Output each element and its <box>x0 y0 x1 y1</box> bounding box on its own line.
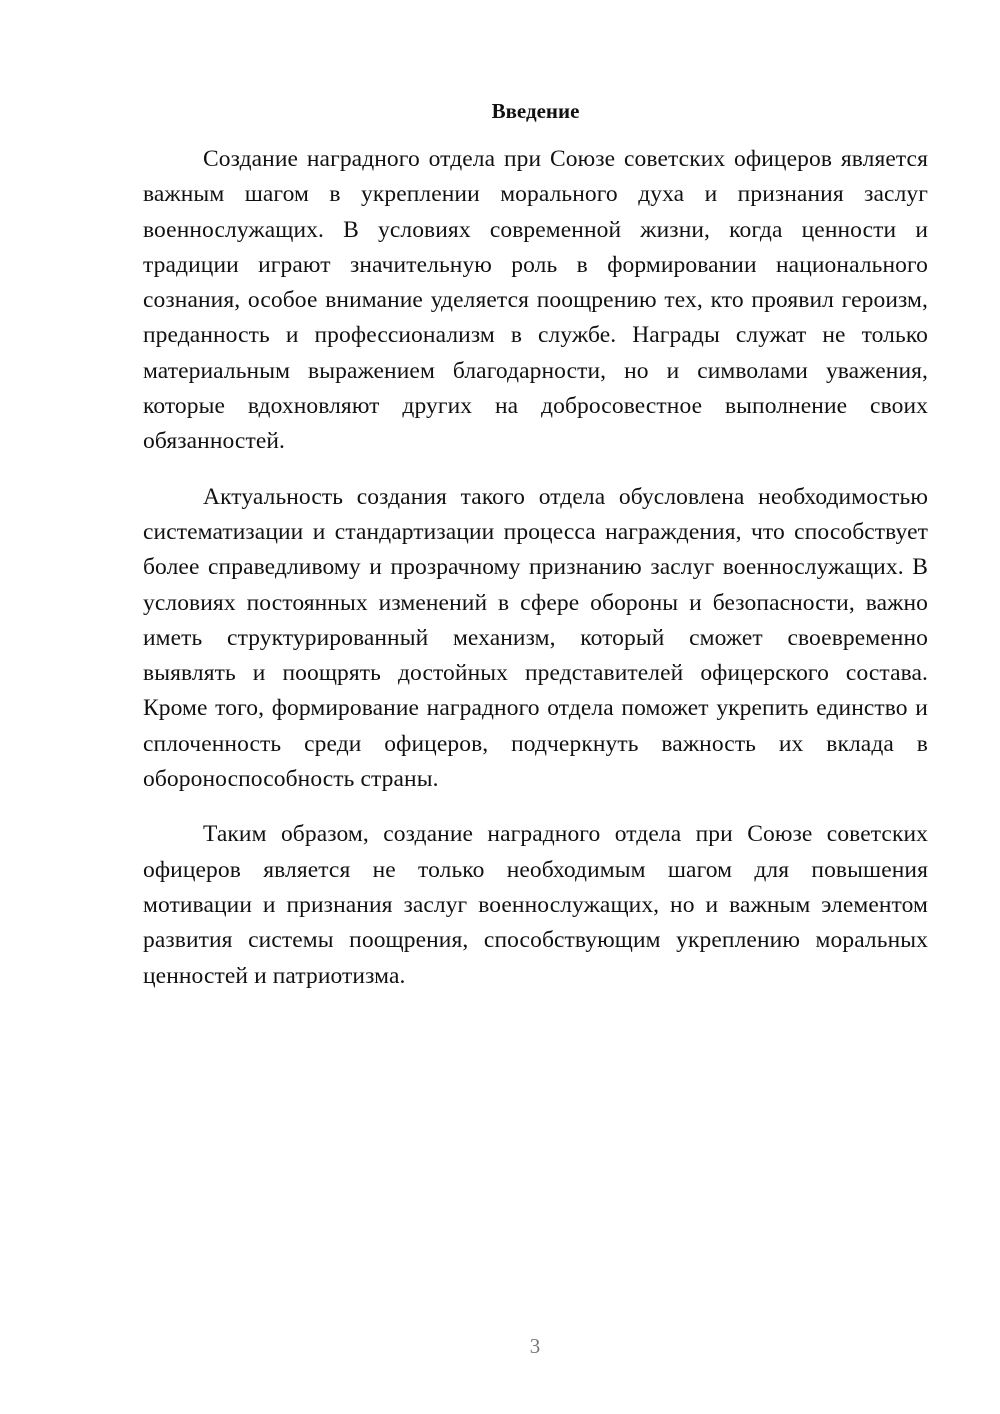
body-text <box>143 142 928 994</box>
page-number: 3 <box>529 1334 541 1358</box>
paragraph-2: Актуальность создания такого отдела обусловлена необходимостью систематизации и стандартизации процесса награждения, что способствует более справедливому и прозрачному признанию заслуг военнослужащих. В условиях постоянных изменений в сфере обороны и безопасности, важно иметь структурированный механизм, который сможет своевременно выявлять и поощрять достойных представителей офицерского состава. Кроме того, формирование наградного отдела поможет укрепить единство и сплоченность среди офицеров, подчеркнуть важность их вклада в обороноспособность страны. <box>143 483 928 793</box>
page-heading: Введение <box>491 99 580 123</box>
paragraph-3: Таким образом, создание наградного отдела при Союзе советских офицеров является не только необходимым шагом для повышения мотивации и признания заслуг военнослужащих, но и важным элементом развития системы поощрения, способствующим укреплению моральных ценностей и патриотизма. <box>143 821 928 989</box>
paragraph-1: Создание наградного отдела при Союзе советских офицеров является важным шагом в укреплении морального духа и признания заслуг военнослужащих. В условиях современной жизни, когда ценности и традиции играют значительную роль в формировании национального сознания, особое внимание уделяется поощрению тех, кто проявил героизм, преданность и профессионализм в службе. Награды служат не только материальным выражением благодарности, но и символами уважения, которые вдохновляют других на добросовестное выполнение своих обязанностей. <box>143 146 928 455</box>
